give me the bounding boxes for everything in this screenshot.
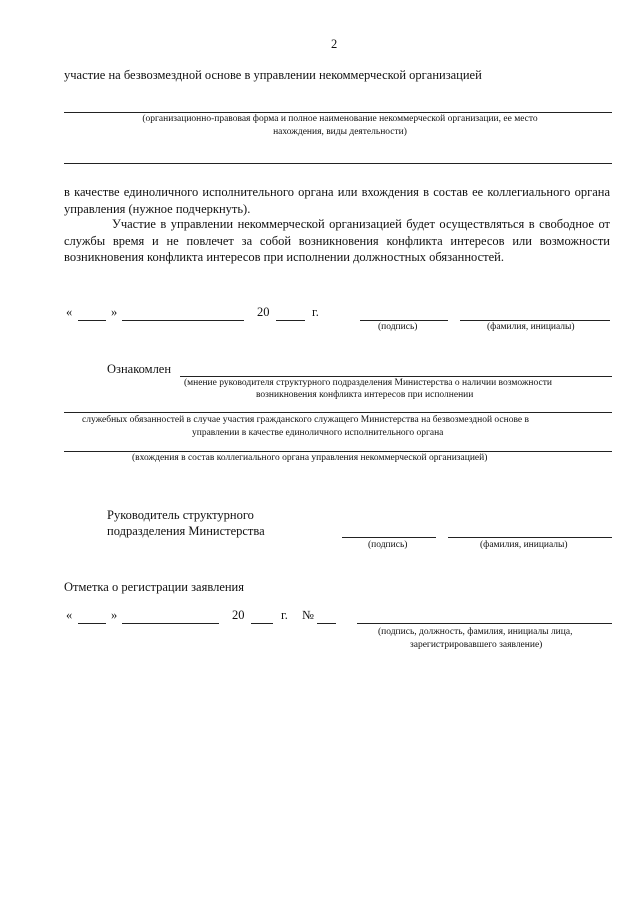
reg-date-day-line (78, 623, 106, 624)
reg-date-year-suffix: г. (281, 608, 288, 622)
reg-date-quote-open: « (66, 608, 73, 622)
date-month-line (122, 320, 244, 321)
reg-date-quote-close: » (111, 608, 118, 622)
org-details-line (64, 163, 612, 164)
head-label-line2: подразделения Министерства (107, 524, 265, 538)
head-label-line1: Руководитель структурного (107, 508, 254, 522)
date-year-line (276, 320, 305, 321)
head-signature-caption: (подпись) (368, 540, 408, 550)
name-caption: (фамилия, инициалы) (487, 322, 575, 332)
head-name-line (448, 537, 612, 538)
signature-line (360, 320, 448, 321)
acknowledged-label: Ознакомлен (107, 362, 172, 376)
opinion-line-3 (64, 451, 612, 452)
reg-date-year-prefix: 20 (232, 608, 245, 622)
opinion-line-1 (180, 376, 612, 377)
registrar-caption-line2: зарегистрировавшего заявление) (410, 640, 543, 650)
reg-number-line (317, 623, 336, 624)
org-name-line (64, 112, 612, 113)
date-day-line (78, 320, 106, 321)
opinion-caption-line5: (вхождения в состав коллегиального органа управления некоммерческой организацией) (132, 453, 488, 463)
registrar-line (357, 623, 612, 624)
name-line (460, 320, 610, 321)
date-year-suffix: г. (312, 305, 319, 319)
intro-line: участие на безвозмездной основе в управлении некоммерческой организацией (64, 68, 482, 82)
opinion-caption-line2: возникновения конфликта интересов при исполнении (256, 390, 474, 400)
reg-date-month-line (122, 623, 219, 624)
reg-date-year-line (251, 623, 273, 624)
date-quote-close: » (111, 305, 118, 319)
reg-number-sign: № (302, 608, 314, 622)
registrar-caption-line1: (подпись, должность, фамилия, инициалы лица, (378, 627, 573, 637)
registration-label: Отметка о регистрации заявления (64, 580, 244, 594)
org-caption-line2: нахождения, виды деятельности) (273, 127, 407, 137)
signature-caption: (подпись) (378, 322, 418, 332)
opinion-line-2 (64, 412, 612, 413)
head-name-caption: (фамилия, инициалы) (480, 540, 568, 550)
date-quote-open: « (66, 305, 73, 319)
statement-paragraph: Участие в управлении некоммерческой организацией будет осуществляться в свободное от службы время и не повлечет за собой возникновения конфликта интересов или возможности возникновения конфликта интересов при исполнении должностных обязанностей. (64, 217, 610, 264)
page-number: 2 (331, 37, 338, 51)
opinion-caption-line1: (мнение руководителя структурного подразделения Министерства о наличии возможности (184, 378, 552, 388)
role-paragraph: в качестве единоличного исполнительного органа или вхождения в состав ее коллегиального органа управления (нужное подчеркнуть). (64, 185, 610, 216)
opinion-caption-line4: управлении в качестве единоличного исполнительного органа (192, 428, 444, 438)
opinion-caption-line3: служебных обязанностей в случае участия гражданского служащего Министерства на безвозмездной основе в (82, 415, 529, 425)
org-caption-line1: (организационно-правовая форма и полное наименование некоммерческой организации, ее место (142, 114, 538, 124)
head-signature-line (342, 537, 436, 538)
date-year-prefix: 20 (257, 305, 270, 319)
